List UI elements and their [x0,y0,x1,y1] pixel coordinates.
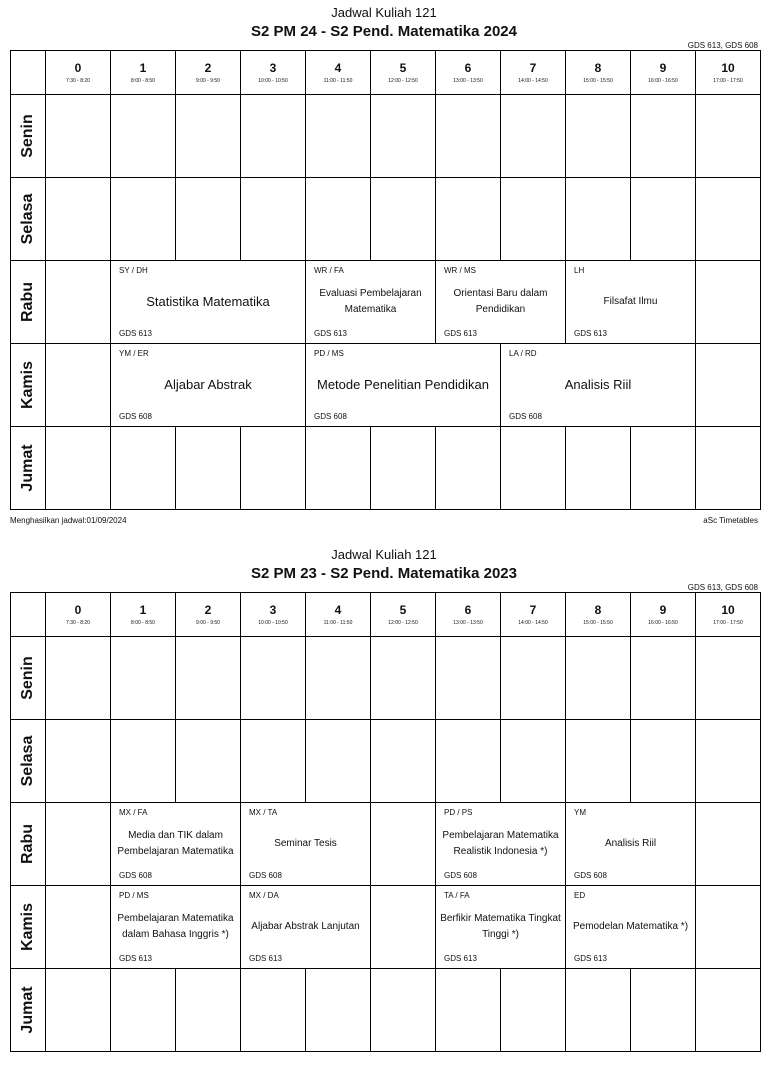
period-number: 5 [399,61,407,75]
period-number: 3 [269,61,277,75]
period-number: 0 [74,61,82,75]
period-number: 8 [594,61,602,75]
lesson-teacher: PD / MS [314,349,344,358]
day-header [11,886,46,969]
lesson-room: GDS 613 [444,954,477,963]
day-row-jumat [11,427,761,510]
lesson-room: GDS 613 [574,329,607,338]
day-name: Jumat [19,986,36,1034]
lesson-subject: Aljabar Abstrak [164,377,252,392]
empty-slot [696,720,761,803]
lesson-card[interactable] [111,261,306,344]
period-number: 4 [334,603,342,617]
period-time: 12:00 - 12:50 [388,78,418,84]
period-time: 8:00 - 8:50 [131,620,155,626]
lesson-room: GDS 608 [574,871,607,880]
lesson-teacher: WR / MS [444,266,476,275]
empty-slot [566,178,631,261]
period-header [566,51,631,95]
empty-slot [501,427,566,510]
lesson-teacher: LA / RD [509,349,537,358]
empty-slot [371,427,436,510]
period-header [46,51,111,95]
period-time: 16:00 - 16:50 [648,78,678,84]
period-header [306,593,371,637]
day-name: Kamis [19,902,36,952]
period-header [436,593,501,637]
lesson-room: GDS 613 [444,329,477,338]
day-name: Selasa [19,193,36,245]
period-time: 15:00 - 15:50 [583,620,613,626]
lesson-card[interactable] [306,261,436,344]
empty-slot [436,427,501,510]
empty-slot [306,637,371,720]
day-header [11,637,46,720]
period-header [566,593,631,637]
empty-slot [696,427,761,510]
period-header [371,51,436,95]
lesson-teacher: TA / FA [444,891,470,900]
empty-slot [501,637,566,720]
day-row-jumat [11,969,761,1052]
timetable-rooms: GDS 613, GDS 608 [687,41,758,50]
empty-slot [566,720,631,803]
empty-slot [696,261,761,344]
lesson-card[interactable] [111,886,241,969]
day-name: Senin [19,656,36,700]
period-time: 7:30 - 8:20 [66,620,90,626]
lesson-content [306,344,500,426]
day-row-selasa [11,720,761,803]
lesson-teacher: PD / PS [444,808,473,817]
empty-slot [46,427,111,510]
empty-slot [696,886,761,969]
period-header-row [11,593,761,637]
lesson-teacher: PD / MS [119,891,149,900]
lesson-card[interactable] [306,344,501,427]
lesson-card[interactable] [566,886,696,969]
period-header [696,51,761,95]
lesson-content [111,803,240,885]
empty-slot [436,95,501,178]
empty-slot [631,95,696,178]
timetable-2023 [0,547,768,1087]
empty-slot [111,969,176,1052]
empty-slot [696,178,761,261]
period-time: 10:00 - 10:50 [258,78,288,84]
empty-slot [46,95,111,178]
day-row-rabu [11,803,761,886]
lesson-teacher: WR / FA [314,266,344,275]
empty-slot [111,95,176,178]
lesson-room: GDS 608 [444,871,477,880]
day-row-kamis [11,344,761,427]
empty-slot [306,969,371,1052]
period-time: 16:00 - 16:50 [648,620,678,626]
empty-slot [566,969,631,1052]
lesson-teacher: SY / DH [119,266,148,275]
period-header [501,593,566,637]
empty-slot [241,720,306,803]
period-header [696,593,761,637]
period-time: 9:00 - 9:50 [196,78,220,84]
empty-slot [566,427,631,510]
period-time: 12:00 - 12:50 [388,620,418,626]
period-time: 11:00 - 11:50 [323,78,353,84]
timetable-title: S2 PM 23 - S2 Pend. Matematika 2023 [251,565,517,582]
lesson-room: GDS 608 [509,412,542,421]
lesson-content [436,261,565,343]
lesson-room: GDS 608 [119,412,152,421]
empty-slot [436,969,501,1052]
empty-slot [176,95,241,178]
lesson-subject: Pembelajaran Matematika Realistik Indonesia *) [442,830,559,857]
empty-slot [46,969,111,1052]
lesson-subject: Pemodelan Matematika *) [572,921,689,932]
period-header [176,51,241,95]
day-header [11,178,46,261]
empty-slot [501,969,566,1052]
empty-slot [371,95,436,178]
empty-slot [176,720,241,803]
empty-slot [46,178,111,261]
period-time: 17:00 - 17:50 [713,620,743,626]
lesson-card[interactable] [241,886,371,969]
empty-slot [176,178,241,261]
empty-slot [696,344,761,427]
period-header [306,51,371,95]
lesson-content [566,803,695,885]
timetable-header: Jadwal Kuliah 121 [331,547,437,562]
lesson-teacher: MX / FA [119,808,148,817]
period-header [241,51,306,95]
period-number: 0 [74,603,82,617]
empty-slot [111,178,176,261]
lesson-subject: Analisis Riil [604,838,657,849]
period-time: 14:00 - 14:50 [518,78,548,84]
empty-slot [631,969,696,1052]
empty-slot [371,886,436,969]
lesson-room: GDS 608 [249,871,282,880]
empty-slot [306,95,371,178]
period-number: 9 [659,61,667,75]
empty-slot [696,803,761,886]
lesson-card[interactable] [111,344,306,427]
period-number: 5 [399,603,407,617]
empty-slot [631,427,696,510]
empty-slot [436,720,501,803]
empty-slot [46,261,111,344]
lesson-subject: Analisis Riil [564,377,632,392]
lesson-room: GDS 613 [249,954,282,963]
empty-slot [501,95,566,178]
lesson-content [436,803,565,885]
period-number: 10 [721,603,735,617]
day-header [11,261,46,344]
empty-slot [176,969,241,1052]
period-time: 7:30 - 8:20 [66,78,90,84]
empty-slot [501,178,566,261]
period-time: 17:00 - 17:50 [713,78,743,84]
empty-slot [241,95,306,178]
period-time: 8:00 - 8:50 [131,78,155,84]
timetable-grid [10,592,761,1052]
lesson-subject: Pembelajaran Matematika dalam Bahasa Inggris *) [117,913,234,940]
empty-slot [501,720,566,803]
lesson-subject: Statistika Matematika [146,294,270,309]
lesson-room: GDS 613 [574,954,607,963]
empty-slot [436,637,501,720]
lesson-subject: Berfikir Matematika Tingkat Tinggi *) [440,913,561,940]
day-header [11,427,46,510]
lesson-content [111,344,305,426]
lesson-room: GDS 608 [119,871,152,880]
empty-slot [111,720,176,803]
empty-slot [306,178,371,261]
lesson-content [566,261,695,343]
period-header [176,593,241,637]
day-row-kamis [11,886,761,969]
period-header [111,51,176,95]
lesson-subject: Metode Penelitian Pendidikan [316,377,489,392]
timetable-grid [10,50,761,510]
period-time: 14:00 - 14:50 [518,620,548,626]
generated-date: Menghasilkan jadwal:01/09/2024 [10,516,127,525]
empty-slot [631,720,696,803]
corner-cell [11,593,46,637]
day-row-rabu [11,261,761,344]
empty-slot [241,637,306,720]
period-header [371,593,436,637]
lesson-subject: Evaluasi Pembelajaran Matematika [319,288,422,315]
timetable-title: S2 PM 24 - S2 Pend. Matematika 2024 [251,23,517,40]
empty-slot [241,427,306,510]
lesson-teacher: MX / DA [249,891,279,900]
lesson-content [241,803,370,885]
day-header [11,969,46,1052]
empty-slot [176,427,241,510]
lesson-subject: Media dan TIK dalam Pembelajaran Matematika [117,830,234,857]
period-time: 13:00 - 13:50 [453,620,483,626]
lesson-content [111,886,240,968]
day-header [11,720,46,803]
empty-slot [696,969,761,1052]
empty-slot [371,637,436,720]
period-header [111,593,176,637]
period-header [631,593,696,637]
empty-slot [631,637,696,720]
period-number: 3 [269,603,277,617]
period-number: 7 [529,603,537,617]
empty-slot [46,886,111,969]
empty-slot [46,344,111,427]
empty-slot [371,803,436,886]
empty-slot [111,427,176,510]
period-number: 1 [139,603,147,617]
day-header [11,803,46,886]
day-row-selasa [11,178,761,261]
empty-slot [436,178,501,261]
period-number: 2 [204,603,212,617]
period-time: 10:00 - 10:50 [258,620,288,626]
software-credit: aSc Timetables [703,516,758,525]
timetable-2024 [0,5,768,535]
lesson-content [566,886,695,968]
period-number: 8 [594,603,602,617]
lesson-card[interactable] [566,803,696,886]
day-row-senin [11,95,761,178]
lesson-card[interactable] [566,261,696,344]
lesson-teacher: YM [574,808,586,817]
period-number: 2 [204,61,212,75]
lesson-subject: Filsafat Ilmu [603,296,658,307]
lesson-card[interactable] [436,803,566,886]
period-number: 6 [464,603,472,617]
period-header [436,51,501,95]
lesson-content [436,886,565,968]
lesson-content [501,344,695,426]
period-time: 13:00 - 13:50 [453,78,483,84]
empty-slot [566,637,631,720]
empty-slot [371,720,436,803]
lesson-content [111,261,305,343]
lesson-subject: Orientasi Baru dalam Pendidikan [453,288,548,315]
period-number: 4 [334,61,342,75]
empty-slot [306,720,371,803]
lesson-subject: Aljabar Abstrak Lanjutan [251,921,360,932]
day-row-senin [11,637,761,720]
empty-slot [566,95,631,178]
lesson-room: GDS 613 [119,329,152,338]
lesson-teacher: LH [574,266,585,275]
lesson-content [306,261,435,343]
day-name: Rabu [19,282,36,322]
lesson-room: GDS 608 [314,412,347,421]
empty-slot [241,969,306,1052]
period-number: 1 [139,61,147,75]
empty-slot [631,178,696,261]
period-number: 6 [464,61,472,75]
lesson-teacher: ED [574,891,586,900]
timetable-header: Jadwal Kuliah 121 [331,5,437,20]
period-header-row [11,51,761,95]
empty-slot [176,637,241,720]
empty-slot [241,178,306,261]
empty-slot [111,637,176,720]
empty-slot [696,637,761,720]
empty-slot [371,178,436,261]
lesson-subject: Seminar Tesis [274,838,337,849]
day-header [11,344,46,427]
empty-slot [46,637,111,720]
period-number: 7 [529,61,537,75]
empty-slot [46,720,111,803]
lesson-card[interactable] [241,803,371,886]
day-name: Jumat [19,444,36,492]
empty-slot [46,803,111,886]
lesson-card[interactable] [111,803,241,886]
lesson-content [241,886,370,968]
period-header [631,51,696,95]
period-time: 9:00 - 9:50 [196,620,220,626]
lesson-room: GDS 613 [314,329,347,338]
empty-slot [371,969,436,1052]
day-name: Kamis [19,360,36,410]
period-number: 10 [721,61,735,75]
lesson-card[interactable] [501,344,696,427]
lesson-teacher: MX / TA [249,808,278,817]
lesson-card[interactable] [436,261,566,344]
day-name: Selasa [19,735,36,787]
corner-cell [11,51,46,95]
day-name: Senin [19,114,36,158]
period-number: 9 [659,603,667,617]
period-time: 11:00 - 11:50 [323,620,353,626]
day-header [11,95,46,178]
period-time: 15:00 - 15:50 [583,78,613,84]
period-header [46,593,111,637]
period-header [501,51,566,95]
day-name: Rabu [19,824,36,864]
empty-slot [696,95,761,178]
lesson-room: GDS 613 [119,954,152,963]
timetable-rooms: GDS 613, GDS 608 [687,583,758,592]
lesson-card[interactable] [436,886,566,969]
period-header [241,593,306,637]
empty-slot [306,427,371,510]
lesson-teacher: YM / ER [119,349,149,358]
